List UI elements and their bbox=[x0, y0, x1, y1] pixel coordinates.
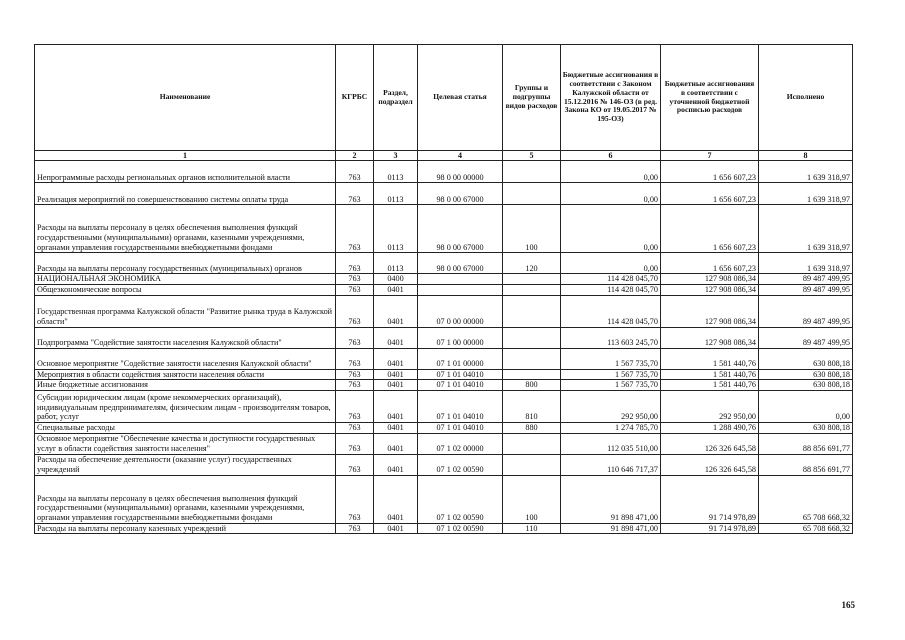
cell-razdel: 0401 bbox=[374, 423, 418, 434]
table-row bbox=[35, 475, 853, 523]
cell-refined: 1 581 440,76 bbox=[661, 380, 759, 391]
column-number: 8 bbox=[759, 151, 853, 161]
cell-executed: 89 487 499,95 bbox=[759, 327, 853, 348]
cell-razdel: 0401 bbox=[374, 454, 418, 475]
cell-csr bbox=[418, 285, 503, 296]
table-row bbox=[35, 327, 853, 348]
cell-executed: 630 808,18 bbox=[759, 369, 853, 380]
table-row bbox=[35, 253, 853, 274]
cell-name: Основное мероприятие "Содействие занятости населения Калужской области" bbox=[35, 348, 336, 369]
cell-kgrbs: 763 bbox=[336, 348, 374, 369]
cell-razdel: 0401 bbox=[374, 285, 418, 296]
cell-razdel: 0401 bbox=[374, 433, 418, 454]
cell-razdel: 0400 bbox=[374, 274, 418, 285]
cell-razdel: 0401 bbox=[374, 295, 418, 327]
cell-vr bbox=[503, 274, 561, 285]
cell-vr: 880 bbox=[503, 423, 561, 434]
cell-kgrbs: 763 bbox=[336, 380, 374, 391]
header-csr: Целевая статья bbox=[418, 45, 503, 151]
budget-table-sheet bbox=[34, 44, 852, 534]
cell-executed: 89 487 499,95 bbox=[759, 295, 853, 327]
cell-razdel: 0401 bbox=[374, 327, 418, 348]
cell-refined: 91 714 978,89 bbox=[661, 475, 759, 523]
cell-law: 0,00 bbox=[561, 205, 661, 253]
cell-razdel: 0401 bbox=[374, 380, 418, 391]
table-row bbox=[35, 391, 853, 423]
cell-name: Иные бюджетные ассигнования bbox=[35, 380, 336, 391]
cell-refined: 1 581 440,76 bbox=[661, 348, 759, 369]
cell-vr: 100 bbox=[503, 205, 561, 253]
cell-law: 114 428 045,70 bbox=[561, 285, 661, 296]
cell-name: Расходы на выплаты персоналу казенных учреждений bbox=[35, 523, 336, 534]
cell-executed: 65 708 668,32 bbox=[759, 475, 853, 523]
cell-vr: 810 bbox=[503, 391, 561, 423]
column-number: 4 bbox=[418, 151, 503, 161]
cell-vr: 100 bbox=[503, 475, 561, 523]
cell-executed: 1 639 318,97 bbox=[759, 253, 853, 274]
cell-vr bbox=[503, 348, 561, 369]
cell-kgrbs: 763 bbox=[336, 523, 374, 534]
cell-law: 114 428 045,70 bbox=[561, 274, 661, 285]
cell-refined: 127 908 086,34 bbox=[661, 274, 759, 285]
cell-name: Общеэкономические вопросы bbox=[35, 285, 336, 296]
table-row bbox=[35, 433, 853, 454]
header-row bbox=[35, 45, 853, 151]
cell-csr: 07 0 00 00000 bbox=[418, 295, 503, 327]
cell-kgrbs: 763 bbox=[336, 433, 374, 454]
cell-csr: 07 1 00 00000 bbox=[418, 327, 503, 348]
cell-vr bbox=[503, 433, 561, 454]
cell-csr bbox=[418, 274, 503, 285]
cell-vr bbox=[503, 295, 561, 327]
table-row bbox=[35, 348, 853, 369]
cell-csr: 07 1 02 00590 bbox=[418, 475, 503, 523]
cell-vr bbox=[503, 285, 561, 296]
column-number: 7 bbox=[661, 151, 759, 161]
cell-kgrbs: 763 bbox=[336, 423, 374, 434]
cell-kgrbs: 763 bbox=[336, 391, 374, 423]
cell-executed: 1 639 318,97 bbox=[759, 205, 853, 253]
cell-law: 113 603 245,70 bbox=[561, 327, 661, 348]
cell-vr: 800 bbox=[503, 380, 561, 391]
cell-name: Основное мероприятие "Обеспечение качества и доступности государственных услуг в области содействия занятости населения" bbox=[35, 433, 336, 454]
cell-csr: 07 1 02 00590 bbox=[418, 454, 503, 475]
cell-law: 1 567 735,70 bbox=[561, 348, 661, 369]
cell-refined: 127 908 086,34 bbox=[661, 327, 759, 348]
table-row bbox=[35, 274, 853, 285]
cell-kgrbs: 763 bbox=[336, 454, 374, 475]
cell-vr bbox=[503, 161, 561, 183]
header-kgrbs: КГРБС bbox=[336, 45, 374, 151]
cell-kgrbs: 763 bbox=[336, 475, 374, 523]
cell-name: Мероприятия в области содействия занятости населения области bbox=[35, 369, 336, 380]
header-law: Бюджетные ассигнования в соответствии с Законом Калужской области от 15.12.2016 № 146-ОЗ (в ред. Закона КО от 19.05.2017 № 195-ОЗ) bbox=[561, 45, 661, 151]
table-body bbox=[35, 161, 853, 534]
column-number: 6 bbox=[561, 151, 661, 161]
cell-csr: 07 1 01 00000 bbox=[418, 348, 503, 369]
cell-law: 0,00 bbox=[561, 183, 661, 205]
cell-executed: 1 639 318,97 bbox=[759, 183, 853, 205]
column-number: 2 bbox=[336, 151, 374, 161]
cell-vr bbox=[503, 183, 561, 205]
cell-refined: 127 908 086,34 bbox=[661, 285, 759, 296]
cell-law: 1 274 785,70 bbox=[561, 423, 661, 434]
budget-table bbox=[34, 44, 853, 534]
cell-name: Субсидии юридическим лицам (кроме некоммерческих организаций), индивидуальным предпринимателям, физическим лицам - производителям товаров, работ, услуг bbox=[35, 391, 336, 423]
cell-csr: 07 1 02 00000 bbox=[418, 433, 503, 454]
cell-refined: 292 950,00 bbox=[661, 391, 759, 423]
cell-executed: 89 487 499,95 bbox=[759, 285, 853, 296]
cell-executed: 65 708 668,32 bbox=[759, 523, 853, 534]
cell-refined: 1 288 490,76 bbox=[661, 423, 759, 434]
cell-vr bbox=[503, 369, 561, 380]
cell-refined: 1 581 440,76 bbox=[661, 369, 759, 380]
cell-law: 110 646 717,37 bbox=[561, 454, 661, 475]
cell-csr: 98 0 00 67000 bbox=[418, 205, 503, 253]
cell-csr: 98 0 00 67000 bbox=[418, 183, 503, 205]
cell-executed: 1 639 318,97 bbox=[759, 161, 853, 183]
cell-name: Реализация мероприятий по совершенствованию системы оплаты труда bbox=[35, 183, 336, 205]
cell-refined: 1 656 607,23 bbox=[661, 161, 759, 183]
cell-name: Расходы на выплаты персоналу государственных (муниципальных) органов bbox=[35, 253, 336, 274]
cell-name: НАЦИОНАЛЬНАЯ ЭКОНОМИКА bbox=[35, 274, 336, 285]
cell-csr: 98 0 00 67000 bbox=[418, 253, 503, 274]
cell-refined: 91 714 978,89 bbox=[661, 523, 759, 534]
cell-csr: 07 1 01 04010 bbox=[418, 369, 503, 380]
cell-vr bbox=[503, 327, 561, 348]
cell-csr: 07 1 01 04010 bbox=[418, 423, 503, 434]
column-number: 3 bbox=[374, 151, 418, 161]
cell-name: Расходы на выплаты персоналу в целях обеспечения выполнения функций государственными (муниципальными) органами, казенными учреждениями, органами управления государственными внебюджетными фондами bbox=[35, 475, 336, 523]
cell-refined: 1 656 607,23 bbox=[661, 253, 759, 274]
cell-name: Расходы на обеспечение деятельности (оказание услуг) государственных учреждений bbox=[35, 454, 336, 475]
cell-name: Непрограммные расходы региональных органов исполнительной власти bbox=[35, 161, 336, 183]
column-number-row bbox=[35, 151, 853, 161]
cell-refined: 126 326 645,58 bbox=[661, 454, 759, 475]
cell-razdel: 0401 bbox=[374, 369, 418, 380]
cell-kgrbs: 763 bbox=[336, 327, 374, 348]
cell-executed: 0,00 bbox=[759, 391, 853, 423]
cell-kgrbs: 763 bbox=[336, 295, 374, 327]
cell-law: 114 428 045,70 bbox=[561, 295, 661, 327]
cell-executed: 88 856 691,77 bbox=[759, 454, 853, 475]
table-row bbox=[35, 523, 853, 534]
cell-kgrbs: 763 bbox=[336, 274, 374, 285]
cell-name: Государственная программа Калужской области "Развитие рынка труда в Калужской области" bbox=[35, 295, 336, 327]
cell-executed: 630 808,18 bbox=[759, 423, 853, 434]
header-executed: Исполнено bbox=[759, 45, 853, 151]
cell-csr: 98 0 00 00000 bbox=[418, 161, 503, 183]
column-number: 1 bbox=[35, 151, 336, 161]
cell-law: 0,00 bbox=[561, 161, 661, 183]
table-row bbox=[35, 380, 853, 391]
cell-vr: 110 bbox=[503, 523, 561, 534]
cell-kgrbs: 763 bbox=[336, 253, 374, 274]
cell-law: 292 950,00 bbox=[561, 391, 661, 423]
cell-csr: 07 1 02 00590 bbox=[418, 523, 503, 534]
cell-razdel: 0401 bbox=[374, 475, 418, 523]
table-row bbox=[35, 205, 853, 253]
cell-razdel: 0401 bbox=[374, 391, 418, 423]
cell-razdel: 0113 bbox=[374, 253, 418, 274]
table-row bbox=[35, 295, 853, 327]
cell-vr bbox=[503, 454, 561, 475]
cell-refined: 1 656 607,23 bbox=[661, 205, 759, 253]
table-row bbox=[35, 183, 853, 205]
page-number: 165 bbox=[841, 600, 855, 610]
cell-razdel: 0113 bbox=[374, 205, 418, 253]
cell-law: 91 898 471,00 bbox=[561, 475, 661, 523]
cell-law: 112 035 510,00 bbox=[561, 433, 661, 454]
cell-executed: 630 808,18 bbox=[759, 380, 853, 391]
cell-name: Подпрограмма "Содействие занятости населения Калужской области" bbox=[35, 327, 336, 348]
cell-refined: 127 908 086,34 bbox=[661, 295, 759, 327]
cell-kgrbs: 763 bbox=[336, 183, 374, 205]
cell-razdel: 0113 bbox=[374, 161, 418, 183]
cell-law: 0,00 bbox=[561, 253, 661, 274]
cell-law: 91 898 471,00 bbox=[561, 523, 661, 534]
table-row bbox=[35, 369, 853, 380]
cell-refined: 126 326 645,58 bbox=[661, 433, 759, 454]
cell-kgrbs: 763 bbox=[336, 369, 374, 380]
header-refined: Бюджетные ассигнования в соответствии с уточненной бюджетной росписью расходов bbox=[661, 45, 759, 151]
cell-csr: 07 1 01 04010 bbox=[418, 380, 503, 391]
cell-vr: 120 bbox=[503, 253, 561, 274]
cell-executed: 88 856 691,77 bbox=[759, 433, 853, 454]
header-name: Наименование bbox=[35, 45, 336, 151]
column-number: 5 bbox=[503, 151, 561, 161]
cell-csr: 07 1 01 04010 bbox=[418, 391, 503, 423]
cell-law: 1 567 735,70 bbox=[561, 380, 661, 391]
cell-executed: 630 808,18 bbox=[759, 348, 853, 369]
cell-kgrbs: 763 bbox=[336, 205, 374, 253]
cell-kgrbs: 763 bbox=[336, 161, 374, 183]
cell-name: Расходы на выплаты персоналу в целях обеспечения выполнения функций государственными (муниципальными) органами, казенными учреждениями, органами управления государственными внебюджетными фондами bbox=[35, 205, 336, 253]
cell-razdel: 0401 bbox=[374, 348, 418, 369]
table-row bbox=[35, 285, 853, 296]
cell-razdel: 0113 bbox=[374, 183, 418, 205]
cell-kgrbs: 763 bbox=[336, 285, 374, 296]
cell-refined: 1 656 607,23 bbox=[661, 183, 759, 205]
table-row bbox=[35, 423, 853, 434]
header-vr: Группы и подгруппы видов расходов bbox=[503, 45, 561, 151]
table-row bbox=[35, 454, 853, 475]
header-razdel: Раздел, подраздел bbox=[374, 45, 418, 151]
cell-executed: 89 487 499,95 bbox=[759, 274, 853, 285]
table-row bbox=[35, 161, 853, 183]
cell-name: Специальные расходы bbox=[35, 423, 336, 434]
cell-law: 1 567 735,70 bbox=[561, 369, 661, 380]
cell-razdel: 0401 bbox=[374, 523, 418, 534]
